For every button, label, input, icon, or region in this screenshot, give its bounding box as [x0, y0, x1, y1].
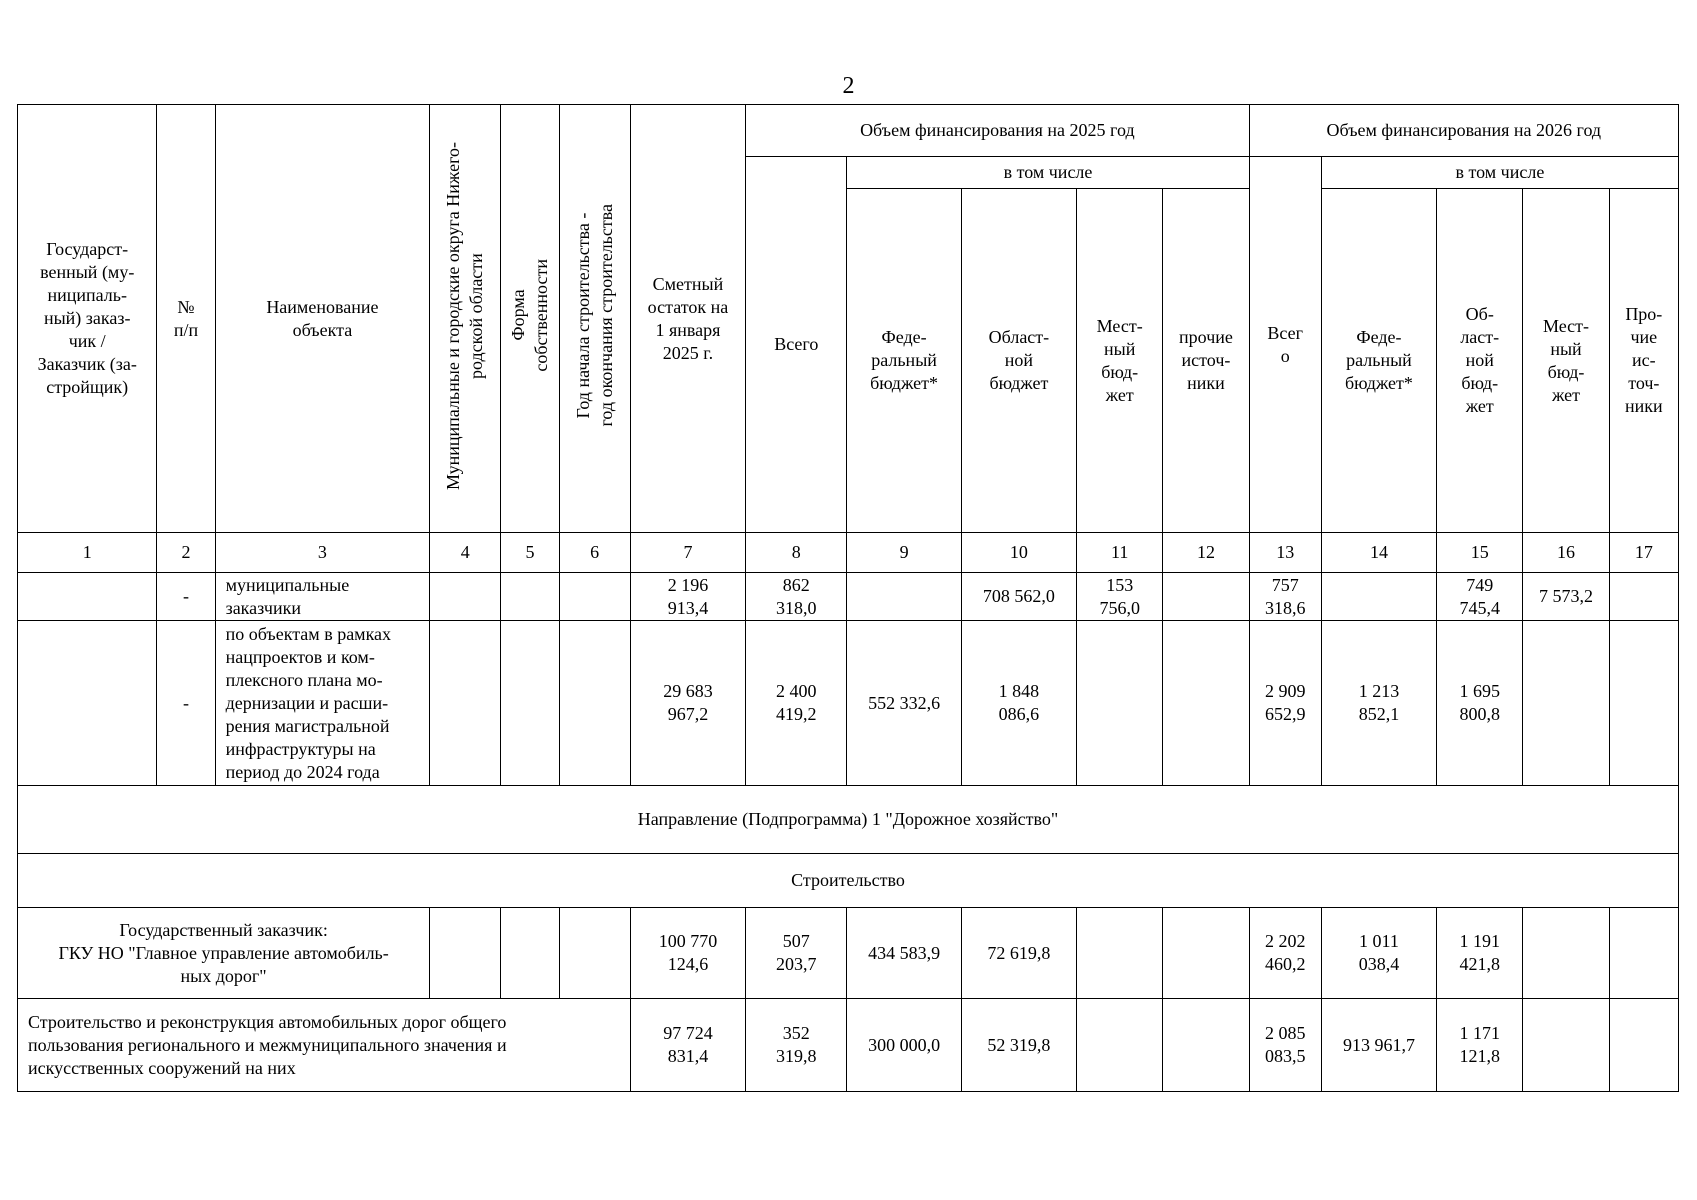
table-row-nat-projects [18, 621, 1679, 786]
col-number: 11 [1077, 533, 1163, 573]
section-row-construction [18, 854, 1679, 908]
col-number: 15 [1437, 533, 1523, 573]
header-financing-2025: Объем финансирования на 2025 год [746, 105, 1249, 157]
col-number: 4 [430, 533, 501, 573]
table-cell: 97 724 831,4 [630, 999, 745, 1092]
table-cell: Государственный заказчик: ГКУ НО "Главное управление автомобиль- ных дорог" [18, 908, 430, 999]
table-cell: 913 961,7 [1321, 999, 1436, 1092]
col-number: 12 [1163, 533, 1249, 573]
table-cell [501, 573, 559, 621]
header-federal-2025: Феде- ральный бюджет* [847, 189, 961, 533]
header-other-2025: прочие источ- ники [1163, 189, 1249, 533]
col-number: 13 [1249, 533, 1321, 573]
table-cell [1609, 573, 1678, 621]
table-cell: 434 583,9 [847, 908, 961, 999]
section-heading-direction: Направление (Подпрограмма) 1 "Дорожное хозяйство" [18, 786, 1679, 854]
table-cell: 29 683 967,2 [630, 621, 745, 786]
col-number: 10 [961, 533, 1076, 573]
col-number: 5 [501, 533, 559, 573]
financing-table [17, 104, 1679, 1092]
table-cell [1523, 908, 1609, 999]
table-cell [501, 621, 559, 786]
header-object-name: Наименование объекта [215, 105, 430, 533]
header-number: № п/п [157, 105, 215, 533]
table-cell: 1 848 086,6 [961, 621, 1076, 786]
table-cell: 153 756,0 [1077, 573, 1163, 621]
table-cell [1609, 621, 1678, 786]
table-cell [1077, 908, 1163, 999]
header-customer: Государст- венный (му- ниципаль- ный) заказ- чик / Заказчик (за- стройщик) [18, 105, 157, 533]
col-number: 6 [559, 533, 630, 573]
table-cell: 72 619,8 [961, 908, 1076, 999]
table-cell: 100 770 124,6 [630, 908, 745, 999]
header-financing-2026: Объем финансирования на 2026 год [1249, 105, 1678, 157]
table-cell: 2 202 460,2 [1249, 908, 1321, 999]
col-number: 16 [1523, 533, 1609, 573]
table-row-roads [18, 999, 1679, 1092]
col-number: 14 [1321, 533, 1436, 573]
header-local-2026: Мест- ный бюд- жет [1523, 189, 1609, 533]
table-cell: 2 400 419,2 [746, 621, 847, 786]
header-years [559, 105, 630, 533]
table-cell: 2 085 083,5 [1249, 999, 1321, 1092]
col-number: 17 [1609, 533, 1678, 573]
table-cell [1163, 999, 1249, 1092]
section-heading-construction: Строительство [18, 854, 1679, 908]
table-cell: 757 318,6 [1249, 573, 1321, 621]
table-cell: 507 203,7 [746, 908, 847, 999]
table-cell [1077, 621, 1163, 786]
table-row-municipal [18, 573, 1679, 621]
table-cell [430, 573, 501, 621]
header-federal-2026: Феде- ральный бюджет* [1321, 189, 1436, 533]
col-number: 8 [746, 533, 847, 573]
header-municipalities-text: Муниципальные и городские округа Нижего- родской области [443, 141, 487, 490]
table-cell [1523, 999, 1609, 1092]
table-cell: - [157, 621, 215, 786]
table-cell: 552 332,6 [847, 621, 961, 786]
table-cell: 2 909 652,9 [1249, 621, 1321, 786]
table-cell [847, 573, 961, 621]
col-number: 2 [157, 533, 215, 573]
table-cell [1163, 573, 1249, 621]
header-regional-2026: Об- ласт- ной бюд- жет [1437, 189, 1523, 533]
table-cell [1609, 908, 1678, 999]
header-ownership [501, 105, 559, 533]
header-other-2026: Про- чие ис- точ- ники [1609, 189, 1678, 533]
table-cell: 1 171 121,8 [1437, 999, 1523, 1092]
table-cell [1321, 573, 1436, 621]
col-number: 3 [215, 533, 430, 573]
page-number: 2 [842, 73, 855, 99]
table-cell [559, 908, 630, 999]
header-years-text: Год начала строительства - год окончания строительства [572, 204, 616, 427]
table-cell: 52 319,8 [961, 999, 1076, 1092]
header-row-top [18, 105, 1679, 157]
header-municipalities [430, 105, 501, 533]
col-number: 7 [630, 533, 745, 573]
table-cell [559, 573, 630, 621]
header-including-2025: в том числе [847, 157, 1249, 189]
header-regional-2025: Област- ной бюджет [961, 189, 1076, 533]
table-cell: муниципальные заказчики [215, 573, 430, 621]
table-cell: 708 562,0 [961, 573, 1076, 621]
table-cell: 1 011 038,4 [1321, 908, 1436, 999]
table-cell: по объектам в рамках нацпроектов и ком- плексного плана мо- дернизации и расши- рения магистральной инфраструктуры на период до 2024 года [215, 621, 430, 786]
table-cell: 1 191 421,8 [1437, 908, 1523, 999]
table-cell: 300 000,0 [847, 999, 961, 1092]
header-estimate-balance: Сметный остаток на 1 января 2025 г. [630, 105, 745, 533]
column-numbers-row [18, 533, 1679, 573]
table-cell: 1 213 852,1 [1321, 621, 1436, 786]
table-cell [501, 908, 559, 999]
table-cell [1163, 621, 1249, 786]
header-total-2025: Всего [746, 157, 847, 533]
table-cell [18, 621, 157, 786]
header-local-2025: Мест- ный бюд- жет [1077, 189, 1163, 533]
col-number: 1 [18, 533, 157, 573]
header-ownership-text: Форма собственности [507, 259, 551, 372]
table-cell [1523, 621, 1609, 786]
header-total-2026: Всег о [1249, 157, 1321, 533]
section-row-direction [18, 786, 1679, 854]
table-cell [18, 573, 157, 621]
table-cell [1077, 999, 1163, 1092]
table-cell [1163, 908, 1249, 999]
table-cell: 2 196 913,4 [630, 573, 745, 621]
header-including-2026: в том числе [1321, 157, 1678, 189]
table-cell [430, 908, 501, 999]
table-cell: 7 573,2 [1523, 573, 1609, 621]
table-cell: 749 745,4 [1437, 573, 1523, 621]
table-cell: 352 319,8 [746, 999, 847, 1092]
table-cell: Строительство и реконструкция автомобильных дорог общего пользования регионального и межмуниципального значения и искусственных сооружений на них [18, 999, 631, 1092]
table-cell [430, 621, 501, 786]
table-cell [559, 621, 630, 786]
col-number: 9 [847, 533, 961, 573]
table-row-state-customer [18, 908, 1679, 999]
table-cell [1609, 999, 1678, 1092]
table-cell: 862 318,0 [746, 573, 847, 621]
table-cell: 1 695 800,8 [1437, 621, 1523, 786]
table-cell: - [157, 573, 215, 621]
